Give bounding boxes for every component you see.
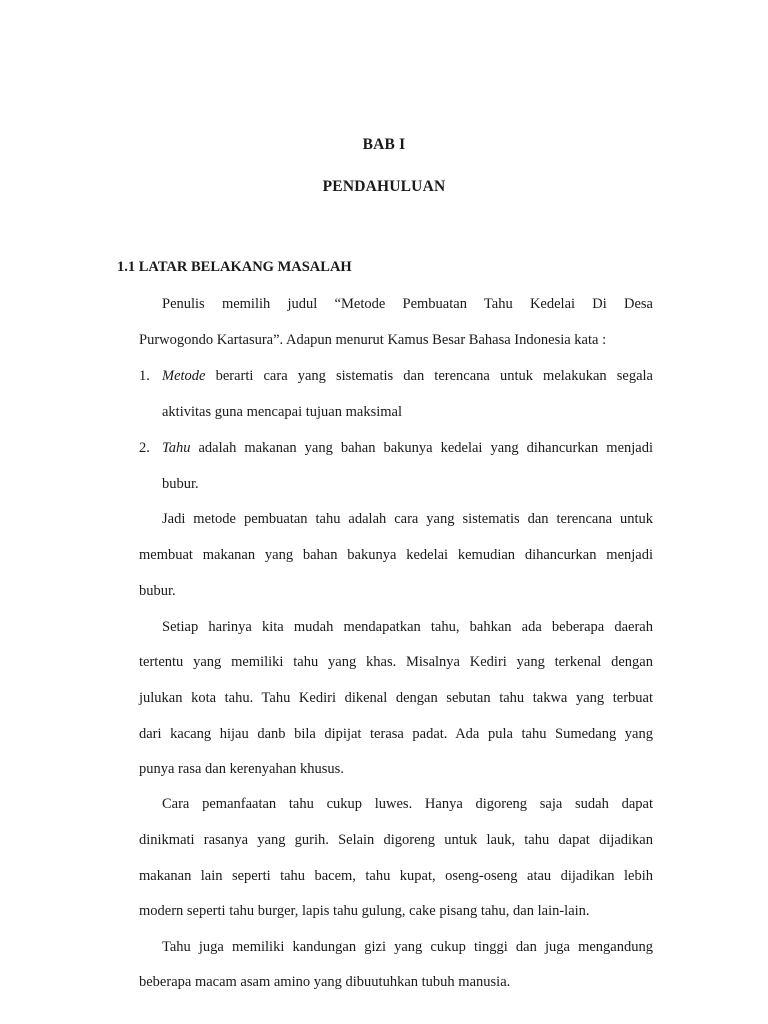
definition-text: berarti cara yang sistematis dan terencana untuk melakukan segala — [205, 368, 653, 384]
paragraph-line: dari kacang hijau danb bila dipijat terasa padat. Ada pula tahu Sumedang yang — [139, 726, 653, 742]
paragraph-line: bubur. — [139, 583, 176, 599]
paragraph-line: modern seperti tahu burger, lapis tahu gulung, cake pisang tahu, dan lain-lain. — [139, 903, 590, 919]
section-heading: 1.1 LATAR BELAKANG MASALAH — [117, 259, 352, 275]
paragraph-line: Tahu juga memiliki kandungan gizi yang cukup tinggi dan juga mengandung — [162, 939, 653, 955]
paragraph-line: beberapa macam asam amino yang dibuutuhkan tubuh manusia. — [139, 974, 511, 990]
list-number: 1. — [139, 368, 150, 384]
chapter-number: BAB I — [362, 136, 406, 153]
defined-term: Tahu — [162, 440, 191, 456]
paragraph-line: julukan kota tahu. Tahu Kediri dikenal dengan sebutan tahu takwa yang terbuat — [139, 690, 653, 706]
list-item-continuation: aktivitas guna mencapai tujuan maksimal — [162, 404, 402, 420]
defined-term: Metode — [162, 368, 206, 384]
paragraph-line: Setiap harinya kita mudah mendapatkan tahu, bahkan ada beberapa daerah — [162, 619, 653, 635]
chapter-title: PENDAHULUAN — [322, 178, 446, 195]
paragraph-line: Penulis memilih judul “Metode Pembuatan Tahu Kedelai Di Desa — [162, 296, 653, 312]
list-item — [162, 367, 653, 385]
paragraph-line: Purwogondo Kartasura”. Adapun menurut Kamus Besar Bahasa Indonesia kata : — [139, 332, 607, 348]
paragraph-line: Cara pemanfaatan tahu cukup luwes. Hanya digoreng saja sudah dapat — [162, 796, 653, 812]
list-item-continuation: bubur. — [162, 476, 199, 492]
paragraph-line: membuat makanan yang bahan bakunya kedelai kemudian dihancurkan menjadi — [139, 547, 653, 563]
list-number: 2. — [139, 440, 150, 456]
paragraph-line: dinikmati rasanya yang gurih. Selain digoreng untuk lauk, tahu dapat dijadikan — [139, 832, 653, 848]
paragraph-line: Jadi metode pembuatan tahu adalah cara yang sistematis dan terencana untuk — [162, 511, 653, 527]
paragraph-line: punya rasa dan kerenyahan khusus. — [139, 761, 344, 777]
paragraph-line: tertentu yang memiliki tahu yang khas. Misalnya Kediri yang terkenal dengan — [139, 654, 653, 670]
paragraph-line: makanan lain seperti tahu bacem, tahu kupat, oseng-oseng atau dijadikan lebih — [139, 868, 653, 884]
definition-text: adalah makanan yang bahan bakunya kedelai yang dihancurkan menjadi — [190, 440, 653, 456]
list-item — [162, 439, 653, 457]
